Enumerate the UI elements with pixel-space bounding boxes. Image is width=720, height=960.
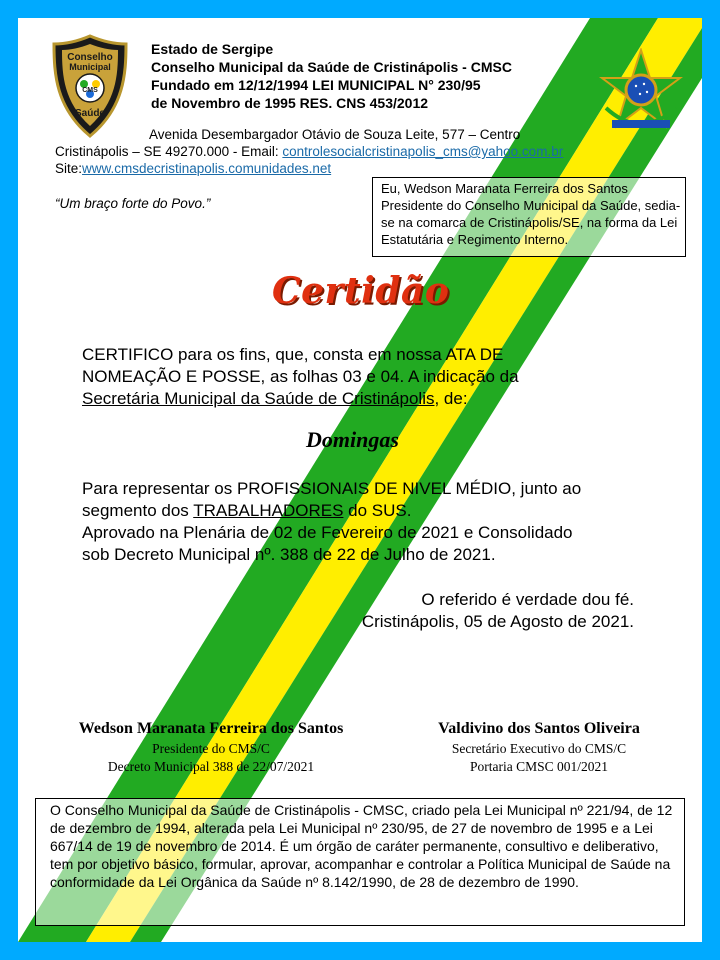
council-badge-logo — [50, 34, 130, 138]
signature-president: Wedson Maranata Ferreira dos Santos Presidente do CMS/C Decreto Municipal 388 de 22/07/2021 — [78, 720, 344, 774]
site-line: Site:www.cmsdecristinapolis.comunidades.net — [55, 161, 332, 176]
presidency-box: Eu, Wedson Maranata Ferreira dos Santos Presidente do Conselho Municipal da Saúde, sedia-se na comarca de Cristinápolis/SE, na forma da Lei Estatutária e Regimento Interno. — [372, 177, 686, 257]
header-council: Conselho Municipal da Saúde de Cristinápolis - CMSC — [151, 59, 512, 75]
address-line-1: Avenida Desembargador Otávio de Souza Leite, 577 – Centro — [149, 127, 521, 142]
representation-paragraph: Para representar os PROFISSIONAIS DE NIVEL MÉDIO, junto ao segmento dos TRABALHADORES do SUS. Aprovado na Plenária de 02 de Fevereiro de 2021 e Consolidado sob Decreto Municipal nº. 388 de 22 de Julho de 2021. — [82, 479, 582, 564]
nominee-name: Domingas — [306, 427, 399, 452]
site-link[interactable]: www.cmsdecristinapolis.comunidades.net — [82, 161, 332, 176]
svg-text:Conselho: Conselho — [67, 52, 113, 63]
certifico-paragraph: CERTIFICO para os fins, que, consta em nossa ATA DE NOMEAÇÃO E POSSE, as folhas 03 e 04. A indicação da Secretária Municipal da Saúde de Cristinápolis, de: — [82, 345, 519, 408]
header-resolution: de Novembro de 1995 RES. CNS 453/2012 — [151, 95, 429, 111]
council-description-box: O Conselho Municipal da Saúde de Cristinápolis - CMSC, criado pela Lei Municipal nº 221/94, de 12 de dezembro de 1994, alterada pela Lei Municipal nº 230/95, de 27 de novembro de 1995 e a Lei 667/14 de 19 de novembro de 2014. É um órgão de caráter permanente, consultivo e deliberativo, tem por objetivo básico, formular, aprovar, acompanhar e controlar a Política Municipal de Saúde na conformidade da Lei Orgânica da Saúde nº 8.142/1990, de 28 de dezembro de 1990. — [35, 798, 685, 926]
certificate-page — [18, 18, 702, 942]
brazil-coat-of-arms-logo — [598, 48, 684, 136]
header-founded: Fundado em 12/12/1994 LEI MUNICIPAL N° 230/95 — [151, 77, 481, 93]
closing-block: O referido é verdade dou fé. Cristinápolis, 05 de Agosto de 2021. — [361, 590, 634, 631]
address-line-2: Cristinápolis – SE 49270.000 - Email: controlesocialcristinapolis_cms@yahoo.com.br — [55, 144, 564, 159]
email-link[interactable]: controlesocialcristinapolis_cms@yahoo.com.br — [282, 144, 564, 159]
header-block — [151, 40, 601, 112]
svg-text:CMS: CMS — [82, 87, 98, 94]
certificate-title: Certidão — [272, 270, 450, 312]
svg-text:Municipal: Municipal — [69, 62, 111, 72]
motto: “Um braço forte do Povo.” — [55, 196, 211, 211]
svg-text:Saúde: Saúde — [74, 108, 106, 119]
signature-secretary: Valdivino dos Santos Oliveira Secretário Executivo do CMS/C Portaria CMSC 001/2021 — [438, 720, 640, 774]
header-state: Estado de Sergipe — [151, 41, 274, 57]
